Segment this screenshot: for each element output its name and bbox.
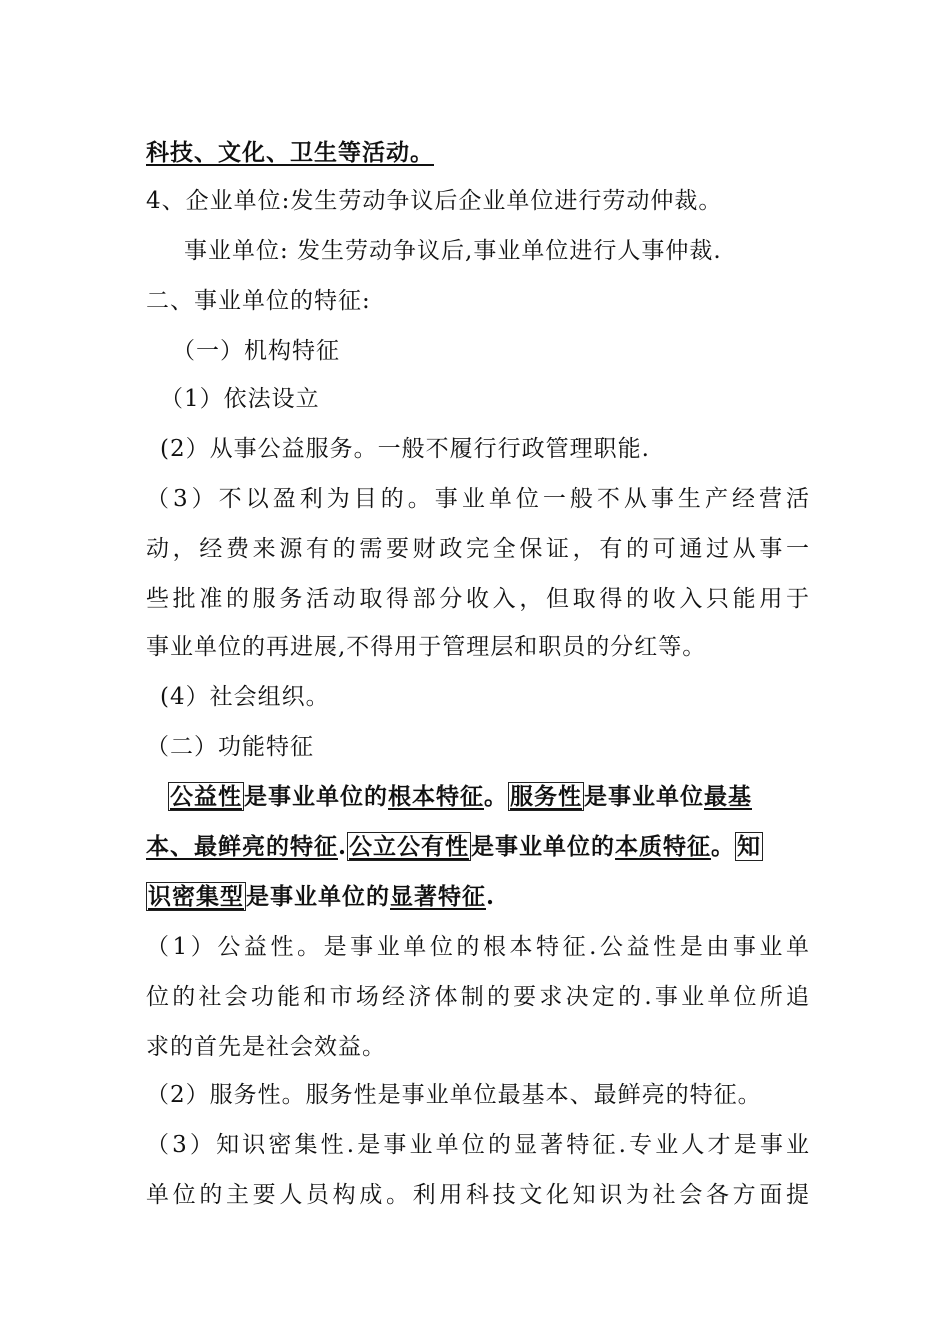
underlined-term: 根本特征 xyxy=(388,783,484,810)
text-line: 求的首先是社会效益。 xyxy=(146,1034,386,1060)
section-heading: 二、事业单位的特征: xyxy=(146,288,371,314)
list-item: (4）社会组织。 xyxy=(160,684,330,710)
text-line: 事业单位: 发生劳动争议后,事业单位进行人事仲裁. xyxy=(184,238,722,264)
bold-paragraph-line xyxy=(146,882,810,912)
text-line: 位的社会功能和市场经济体制的要求决定的.事业单位所追 xyxy=(146,984,810,1010)
subsection-heading: （二）功能特征 xyxy=(146,734,314,760)
text-span: . xyxy=(338,833,348,860)
boxed-term: 公立公有性 xyxy=(349,833,470,860)
text-span: 是事业单位的 xyxy=(244,783,388,810)
text-line: 科技、文化、卫生等活动。 xyxy=(146,139,434,166)
underlined-term: 最基 xyxy=(704,783,752,810)
text-span: 是事业单位的 xyxy=(471,833,616,860)
underlined-term: 本质特征 xyxy=(615,833,712,860)
text-line: 4、企业单位:发生劳动争议后企业单位进行劳动仲裁。 xyxy=(146,188,723,214)
text-span: 。 xyxy=(484,783,508,810)
list-item: （3）不以盈利为目的。事业单位一般不从事生产经营活 xyxy=(146,486,810,512)
underlined-term: 本、最鲜亮的特征 xyxy=(146,833,338,860)
underlined-term: 显著特征 xyxy=(390,883,486,910)
text-span: . xyxy=(486,883,496,910)
list-item: （1）依法设立 xyxy=(160,386,320,412)
text-line: 些批准的服务活动取得部分收入，但取得的收入只能用于 xyxy=(146,586,810,612)
bold-paragraph-line xyxy=(146,782,810,812)
list-item: (2）从事公益服务。一般不履行行政管理职能. xyxy=(160,436,650,462)
boxed-term: 知 xyxy=(737,833,762,860)
list-item: （2）服务性。服务性是事业单位最基本、最鲜亮的特征。 xyxy=(146,1082,762,1108)
list-item: （1）公益性。是事业单位的根本特征.公益性是由事业单 xyxy=(146,934,810,960)
text-span: 是事业单位的 xyxy=(246,883,390,910)
text-line: 事业单位的再进展,不得用于管理层和职员的分红等。 xyxy=(146,634,707,660)
boxed-term: 服务性 xyxy=(510,783,582,810)
bold-paragraph-line xyxy=(146,832,810,862)
text-span: 是事业单位 xyxy=(584,783,704,810)
boxed-term: 识密集型 xyxy=(148,883,244,910)
list-item: （3）知识密集性.是事业单位的显著特征.专业人才是事业 xyxy=(146,1132,810,1158)
text-span: 。 xyxy=(711,833,736,860)
subsection-heading: （一）机构特征 xyxy=(172,338,340,364)
boxed-term: 公益性 xyxy=(170,783,242,810)
text-line: 单位的主要人员构成。利用科技文化知识为社会各方面提 xyxy=(146,1182,810,1208)
text-line: 动，经费来源有的需要财政完全保证，有的可通过从事一 xyxy=(146,536,810,562)
